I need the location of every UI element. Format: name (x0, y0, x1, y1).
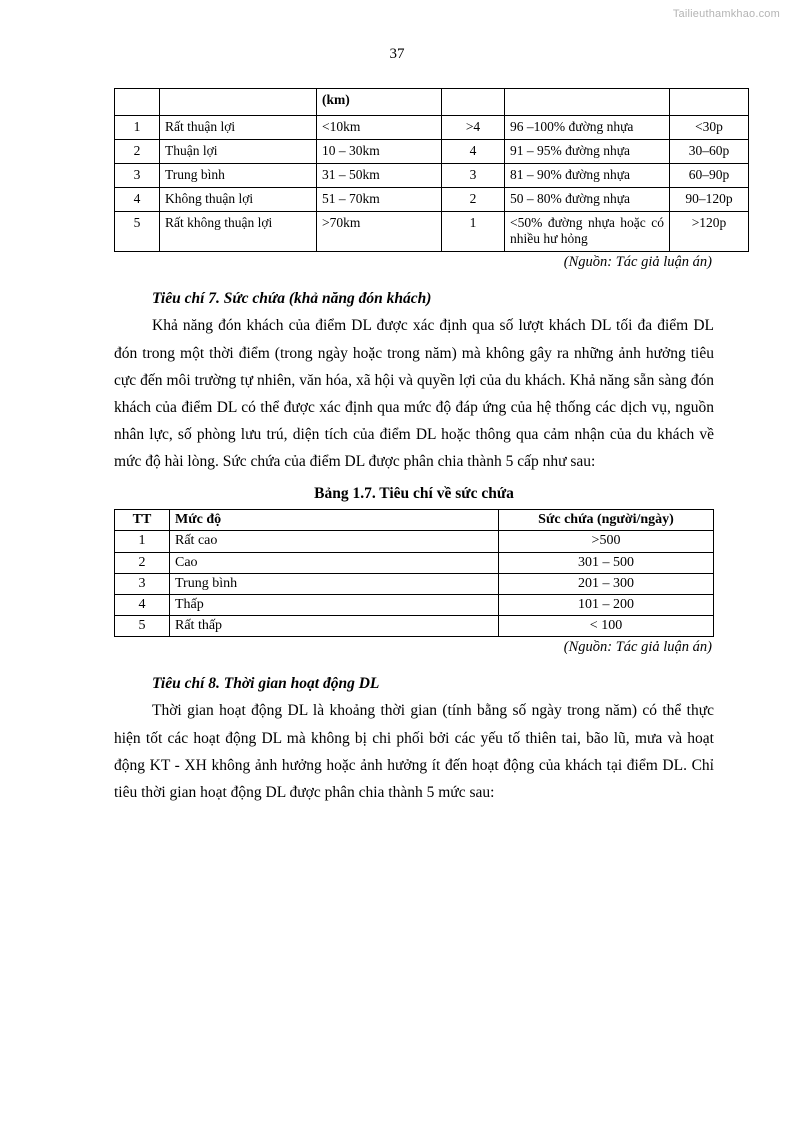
cell-time: 90–120p (670, 187, 749, 211)
cell-capacity: < 100 (499, 616, 714, 637)
table-row (115, 187, 749, 211)
header-level: Mức độ (170, 510, 499, 531)
cell-score: 1 (442, 211, 505, 252)
cell-level: Thấp (170, 594, 499, 615)
header-capacity: Sức chứa (người/ngày) (499, 510, 714, 531)
cell-score: 2 (442, 187, 505, 211)
cell-score: 3 (442, 163, 505, 187)
cell-km: 10 – 30km (317, 139, 442, 163)
cell-no: 2 (115, 139, 160, 163)
cell-score: 4 (442, 139, 505, 163)
table-row (115, 594, 714, 615)
cell-time (670, 89, 749, 116)
cell-level (160, 89, 317, 116)
table-row (115, 531, 714, 552)
cell-road: 50 – 80% đường nhựa (505, 187, 670, 211)
access-criteria-table (114, 88, 749, 252)
criterion-8-paragraph: Thời gian hoạt động DL là khoảng thời gian (tính bằng số ngày trong năm) có thể thực hiện tốt các hoạt động DL mà không bị chi phối bởi các yếu tố thiên tai, bão lũ, mưa và hoạt động KT - XH không ảnh hưởng hoặc ảnh hưởng ít đến hoạt động của khách tại điểm DL. Chỉ tiêu thời gian hoạt động DL được phân chia thành 5 mức sau: (114, 702, 714, 801)
cell-road (505, 89, 670, 116)
cell-capacity: 101 – 200 (499, 594, 714, 615)
capacity-table (114, 509, 714, 637)
cell-score: >4 (442, 116, 505, 140)
cell-km: >70km (317, 211, 442, 252)
cell-level: Rất thấp (170, 616, 499, 637)
cell-capacity: 201 – 300 (499, 573, 714, 594)
cell-level: Rất cao (170, 531, 499, 552)
cell-no: 1 (115, 116, 160, 140)
cell-level: Thuận lợi (160, 139, 317, 163)
cell-time: 60–90p (670, 163, 749, 187)
cell-no: 2 (115, 552, 170, 573)
cell-capacity: 301 – 500 (499, 552, 714, 573)
cell-time: 30–60p (670, 139, 749, 163)
watermark-text: Tailieuthamkhao.com (672, 8, 780, 20)
cell-score (442, 89, 505, 116)
capacity-table-title: Bảng 1.7. Tiêu chí về sức chứa (314, 485, 514, 503)
table-row (115, 552, 714, 573)
table-row (115, 116, 749, 140)
cell-no: 4 (115, 594, 170, 615)
cell-km: 51 – 70km (317, 187, 442, 211)
table-source-access: (Nguồn: Tác giả luận án) (563, 254, 712, 271)
page-content (114, 88, 733, 806)
cell-road: <50% đường nhựa hoặc có nhiều hư hỏng (505, 211, 670, 252)
header-tt: TT (115, 510, 170, 531)
criterion-8-heading: Tiêu chí 8. Thời gian hoạt động DL (152, 675, 380, 693)
cell-time: >120p (670, 211, 749, 252)
cell-time: <30p (670, 116, 749, 140)
table-row (115, 211, 749, 252)
cell-km: 31 – 50km (317, 163, 442, 187)
criterion-7-paragraph: Khả năng đón khách của điểm DL được xác định qua số lượt khách DL tối đa điểm DL đón trong một thời điểm (trong ngày hoặc trong năm) mà không gây ra những ảnh hưởng tiêu cực đến môi trường tự nhiên, văn hóa, xã hội và quyền lợi của du khách. Khả năng sẵn sàng đón khách của điểm DL có thể được xác định qua mức độ đáp ứng của hệ thống các dịch vụ, nguồn nhân lực, số phòng lưu trú, diện tích của điểm DL hoặc thông qua cảm nhận của du khách về mức độ hài lòng. Sức chứa của điểm DL được phân chia thành 5 cấp như sau: (114, 317, 714, 470)
cell-level: Trung bình (170, 573, 499, 594)
table-header-row (115, 510, 714, 531)
cell-level: Rất không thuận lợi (160, 211, 317, 252)
cell-no: 3 (115, 163, 160, 187)
page-number: 37 (389, 46, 405, 62)
cell-km: <10km (317, 116, 442, 140)
table-row (115, 616, 714, 637)
cell-km-header: (km) (317, 89, 442, 116)
cell-no: 4 (115, 187, 160, 211)
cell-no: 1 (115, 531, 170, 552)
cell-level: Trung bình (160, 163, 317, 187)
table-row (115, 163, 749, 187)
cell-level: Không thuận lợi (160, 187, 317, 211)
cell-road: 81 – 90% đường nhựa (505, 163, 670, 187)
cell-capacity: >500 (499, 531, 714, 552)
table-row (115, 89, 749, 116)
cell-level: Rất thuận lợi (160, 116, 317, 140)
cell-no: 5 (115, 616, 170, 637)
cell-road: 91 – 95% đường nhựa (505, 139, 670, 163)
table-row (115, 139, 749, 163)
cell-no: 5 (115, 211, 160, 252)
cell-level: Cao (170, 552, 499, 573)
criterion-7-heading: Tiêu chí 7. Sức chứa (khả năng đón khách) (152, 290, 432, 308)
cell-road: 96 –100% đường nhựa (505, 116, 670, 140)
table-row (115, 573, 714, 594)
cell-no: 3 (115, 573, 170, 594)
cell-no (115, 89, 160, 116)
table-source-capacity: (Nguồn: Tác giả luận án) (563, 639, 712, 656)
